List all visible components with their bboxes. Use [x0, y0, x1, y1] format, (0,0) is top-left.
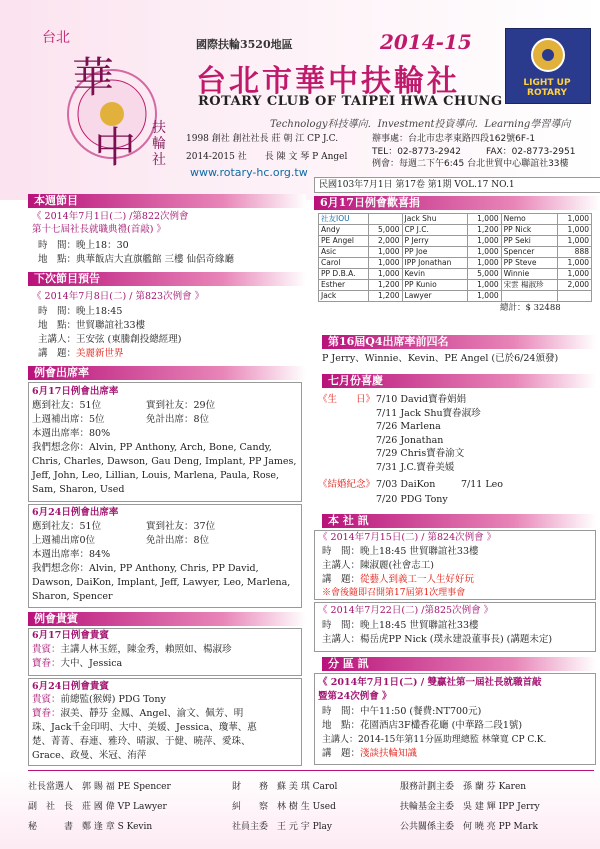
donation-amount: 1,000: [369, 258, 403, 269]
next-title: 《 2014年7月8日(二) / 第823次例會 》: [32, 291, 205, 302]
next-time: 時 間：晚上18:45: [38, 306, 123, 317]
donation-amount: 1,000: [468, 280, 502, 291]
donation-amount: 1,000: [558, 236, 592, 247]
club-logo-icon: [34, 22, 184, 192]
g2-family-3: 楚、菁菁、春連、雅玲、晴淑、于健、曉萍、愛珠、: [32, 736, 251, 747]
donation-name: CP J.C.: [402, 225, 468, 236]
donation-amount: 1,200: [468, 225, 502, 236]
g2-family-1: 淑美、靜芬 金鳳、Angel、渝文、佩芳、明: [60, 708, 244, 719]
d-title-2: 暨第24次例會 》: [318, 691, 392, 702]
donation-name: Asic: [319, 247, 369, 258]
donation-amount: 1,000: [468, 214, 502, 225]
d-time: 時 間：中午11:50 (餐費:NT700元): [322, 706, 482, 717]
donation-name: PP Kunio: [402, 280, 468, 291]
svg-text:台北: 台北: [42, 30, 70, 46]
g2-guests-label: 貴賓：: [32, 694, 61, 705]
g2-family-4: Grace、政曼、米冠、洧萍: [32, 750, 147, 761]
donation-amount: 2,000: [558, 280, 592, 291]
d-topic-label: 講 題：: [322, 748, 361, 759]
g1-family: 大中、Jessica: [60, 658, 123, 669]
donation-amount: 1,000: [558, 258, 592, 269]
donation-row: [319, 247, 592, 258]
donation-name: PP Joe: [402, 247, 468, 258]
next-topic-label: 講 題：: [38, 348, 77, 359]
donation-amount: 5,000: [369, 225, 403, 236]
g1-family-row: [32, 658, 122, 670]
president-line: 2014-2015 社 長 陳 文 琴 P Angel: [186, 152, 348, 162]
donation-amount: [558, 291, 592, 302]
anniversary-1: 7/03 DaiKon: [376, 479, 436, 490]
donation-amount: 1,000: [558, 225, 592, 236]
c1-title: 《 2014年7月15日(二) / 第824次例會 》: [318, 532, 497, 543]
donation-name: PE Angel: [319, 236, 369, 247]
next-topic-row: [38, 348, 124, 360]
donation-row: [319, 225, 592, 236]
donation-row: [319, 258, 592, 269]
section-donations: 6月17日例會歡喜捐: [314, 196, 600, 210]
donation-amount: 1,000: [468, 291, 502, 302]
svg-text:輪: 輪: [152, 136, 166, 152]
donation-name: 宋雲 楊淑珍: [501, 280, 558, 291]
c1-topic: 從藝人到義工一人生好好玩: [360, 574, 475, 585]
donation-name: 社友IOU: [319, 214, 369, 225]
donation-amount: 2,000: [369, 236, 403, 247]
donation-amount: 1,000: [558, 214, 592, 225]
section-this-week: 本週節目: [28, 194, 306, 208]
g1-guests: 主講人林玉經，陳金秀，賴照如、楊淑珍: [60, 644, 232, 655]
att1-miss-2: Chris, Charles, Dawson, Gau Deng, Implant, PP James,: [32, 456, 297, 467]
section-club-news: 本 社 訊: [322, 514, 596, 528]
donation-name: IPP Jonathan: [402, 258, 468, 269]
birthday-item: 7/11 Jack Shu寶眷淑珍: [376, 407, 481, 419]
anniversary-label: 《結婚紀念》: [318, 479, 376, 490]
g1-title: 6月17日例會貴賓: [32, 630, 109, 641]
att2-miss-3: Sharon, Spencer: [32, 591, 113, 602]
donation-name: Spencer: [501, 247, 558, 258]
officer-entry: 社員主委 王 元 宇 Play: [232, 822, 332, 832]
c2-title: 《 2014年7月22日(二) /第825次例會 》: [318, 605, 494, 616]
att2-makeup: 上週補出席0位: [32, 535, 96, 546]
officer-entry: 秘 書 鄭 逢 章 S Kevin: [28, 822, 153, 832]
c1-time: 時 間：晚上18:45 世貿聯誼社33樓: [322, 546, 479, 557]
donation-name: Nemo: [501, 214, 558, 225]
office-tel: TEL：02-8773-2942: [372, 147, 461, 157]
section-july-celebrations: 七月份喜慶: [322, 374, 596, 388]
donation-amount: 1,000: [468, 258, 502, 269]
att1-miss-4: Sam, Sharon, Used: [32, 484, 125, 495]
officer-entry: 公共關係主委 何 曉 亮 PP Mark: [400, 822, 538, 832]
g1-guests-label: 貴賓：: [32, 644, 61, 655]
district-label: 國際扶輪3520地區: [196, 38, 293, 51]
officer-entry: 扶輪基金主委 吳 建 輝 IPP Jerry: [400, 802, 540, 812]
website-link[interactable]: www.rotary-hc.org.tw: [190, 166, 308, 179]
donation-name: PP D.B.A.: [319, 269, 369, 280]
donation-name: Jack: [319, 291, 369, 302]
donation-amount: 1,200: [369, 291, 403, 302]
donation-name: Carol: [319, 258, 369, 269]
birthday-item: 7/26 Jonathan: [376, 434, 444, 446]
next-speaker: 主講人：王安弦 (東騰創投總經理): [38, 334, 182, 345]
donation-amount: 1,000: [369, 269, 403, 280]
donation-name: PP Steve: [501, 258, 558, 269]
section-district-news: 分 區 訊: [322, 657, 596, 671]
g2-family-row: [32, 708, 243, 720]
g2-family-2: 珠、Jack千金印明、大中、美媛、Jessica、瓊華、惠: [32, 722, 257, 733]
birthday-item: 7/29 Chris寶眷渝文: [376, 448, 465, 459]
c2-speaker: 主講人：楊岳虎PP Nick (璞永建設董事長) (講題未定): [322, 634, 553, 645]
office-fax: FAX：02-8773-2951: [486, 147, 576, 157]
q4-names: P Jerry、Winnie、Kevin、PE Angel (已於6/24頒發): [322, 353, 559, 364]
svg-text:中: 中: [94, 123, 137, 172]
donation-row: [319, 291, 592, 302]
donation-table: [318, 213, 592, 302]
birthday-label: 《生 日》: [318, 394, 376, 405]
officer-entry: 糾 察 林 樹 生 Used: [232, 802, 336, 812]
motto: Technology科技導向．Investment投資導向．Learning學習導向: [270, 119, 571, 130]
att2-exempt: 免計出席：8位: [146, 535, 210, 546]
office-address: 辦事處：台北市忠孝東路四段162號6F-1: [372, 134, 536, 144]
svg-text:華: 華: [72, 53, 115, 102]
club-title-en: ROTARY CLUB OF TAIPEI HWA CHUNG: [198, 94, 503, 109]
next-place: 地 點：世貿聯誼社33樓: [38, 320, 146, 331]
officer-entry: 服務計劃主委 孫 蘭 芬 Karen: [400, 782, 527, 792]
att1-exempt: 免計出席：8位: [146, 414, 210, 425]
d-topic-row: [322, 748, 417, 760]
this-week-title-1: 《 2014年7月1日(二) /第822次例會: [32, 211, 189, 222]
section-next-program: 下次節目預告: [28, 272, 306, 286]
donation-amount: 1,000: [369, 247, 403, 258]
this-week-time: 時 間：晚上18：30: [38, 240, 129, 251]
att1-makeup: 上週補出席：5位: [32, 414, 105, 425]
anniversary-2: 7/11 Leo: [461, 479, 504, 490]
donation-name: Kevin: [402, 269, 468, 280]
g2-guests: 前總監(猴姆) PDG Tony: [60, 694, 166, 705]
donation-row: [319, 269, 592, 280]
g2-family-label: 寶眷：: [32, 708, 61, 719]
c1-topic-label: 講 題：: [322, 574, 361, 585]
donation-amount: 1,000: [468, 236, 502, 247]
d-place: 地 點：花園酒店3F欉香花廳 (中華路二段1號): [322, 720, 523, 731]
section-attendance: 例會出席率: [28, 366, 306, 380]
anniversary-3: 7/20 PDG Tony: [376, 494, 448, 505]
g2-title: 6月24日例會貴賓: [32, 681, 109, 692]
c1-topic-row: [322, 574, 474, 586]
donation-amount: 888: [558, 247, 592, 258]
donation-name: Winnie: [501, 269, 558, 280]
donation-name: PP Seki: [501, 236, 558, 247]
donation-total: 總計：$ 32488: [500, 303, 561, 313]
att1-title: 6月17日例會出席率: [32, 386, 119, 397]
donation-row: [319, 236, 592, 247]
d-speaker: 主講人：2014-15年第11分區助理總監 林肇寬 CP C.K.: [322, 735, 547, 745]
donation-name: P Jerry: [402, 236, 468, 247]
donation-amount: 1,000: [468, 247, 502, 258]
donation-name: PP Nick: [501, 225, 558, 236]
donation-row: [319, 280, 592, 291]
g1-guests-row: [32, 644, 232, 656]
att2-miss-2: Dawson, DaiKon, Implant, Jeff, Lawyer, Leo, Marlena,: [32, 577, 291, 588]
next-topic: 美麗新世界: [76, 348, 124, 359]
att1-rate: 本週出席率：80%: [32, 428, 111, 439]
birthday-item: 7/31 J.C.寶眷美媛: [376, 461, 455, 473]
donation-amount: 1,200: [369, 280, 403, 291]
officer-entry: 財 務 蘇 美 琪 Carol: [232, 782, 338, 792]
this-week-place: 地 點：典華飯店大直旗艦館 三樓 仙侶奇緣廳: [38, 254, 235, 265]
section-q4: 第16屆Q4出席率前四名: [322, 335, 596, 349]
donation-amount: 1,000: [558, 269, 592, 280]
att2-rate: 本週出席率：84%: [32, 549, 111, 560]
c2-time: 時 間：晚上18:45 世貿聯誼社33樓: [322, 620, 479, 631]
att1-miss-3: Jeff, John, Leo, Lillian, Louis, Marlena, Paula, Rose,: [32, 470, 280, 481]
donation-name: [501, 291, 558, 302]
donation-name: Esther: [319, 280, 369, 291]
att1-expected: 應到社友：51位: [32, 400, 102, 411]
c1-note: ※會後隨即召開第17屆第1次理事會: [322, 588, 466, 598]
year-label: 2014-15: [380, 30, 472, 54]
att1-miss-1: 我們想念你：Alvin, PP Anthony, Arch, Bone, Candy,: [32, 442, 272, 453]
section-guests: 例會貴賓: [28, 612, 306, 626]
svg-text:扶: 扶: [152, 120, 166, 136]
att2-present: 實到社友：37位: [146, 521, 216, 532]
officer-entry: 副 社 長 莊 國 偉 VP Lawyer: [28, 802, 167, 812]
g1-family-label: 寶眷：: [32, 658, 61, 669]
g2-guests-row: [32, 694, 166, 706]
birthday-item: 7/26 Marlena: [376, 421, 441, 432]
donation-amount: 5,000: [468, 269, 502, 280]
svg-text:社: 社: [152, 152, 166, 168]
att2-title: 6月24日例會出席率: [32, 507, 119, 518]
this-week-title-2: 第十七屆社長就職典禮(首敲) 》: [32, 224, 166, 235]
att2-expected: 應到社友：51位: [32, 521, 102, 532]
donation-row: [319, 214, 592, 225]
officer-entry: 社長當選人 郭 賜 福 PE Spencer: [28, 782, 171, 792]
light-up-rotary-label: LIGHT UP ROTARY: [523, 78, 571, 98]
att2-miss-1: 我們想念你：Alvin, PP Anthony, Chris, PP David,: [32, 563, 259, 574]
birthday-item: 7/10 David寶眷娟娟: [376, 394, 467, 405]
d-title-1: 《 2014年7月1日(二) / 雙贏社第一屆社長就職首敲: [318, 677, 542, 688]
issue-line: 民國103年7月1日 第17卷 第1期 VOL.17 NO.1: [314, 177, 600, 193]
d-topic: 淺談扶輪知識: [360, 748, 418, 759]
donation-amount: [369, 214, 403, 225]
founding-line: 1998 創社 創社社長 莊 朝 江 CP J.C.: [186, 134, 339, 144]
donation-name: Lawyer: [402, 291, 468, 302]
footer-rule: [28, 770, 594, 771]
meeting-info: 例會：每週二下午6:45 台北世貿中心聯誼社33樓: [372, 159, 569, 169]
club-title-cn: 台北市華中扶輪社: [196, 64, 460, 99]
c1-speaker: 主講人：陳淑麗(社會志工): [322, 560, 434, 571]
donation-name: Andy: [319, 225, 369, 236]
donation-name: Jack Shu: [402, 214, 468, 225]
att1-present: 實到社友：29位: [146, 400, 216, 411]
